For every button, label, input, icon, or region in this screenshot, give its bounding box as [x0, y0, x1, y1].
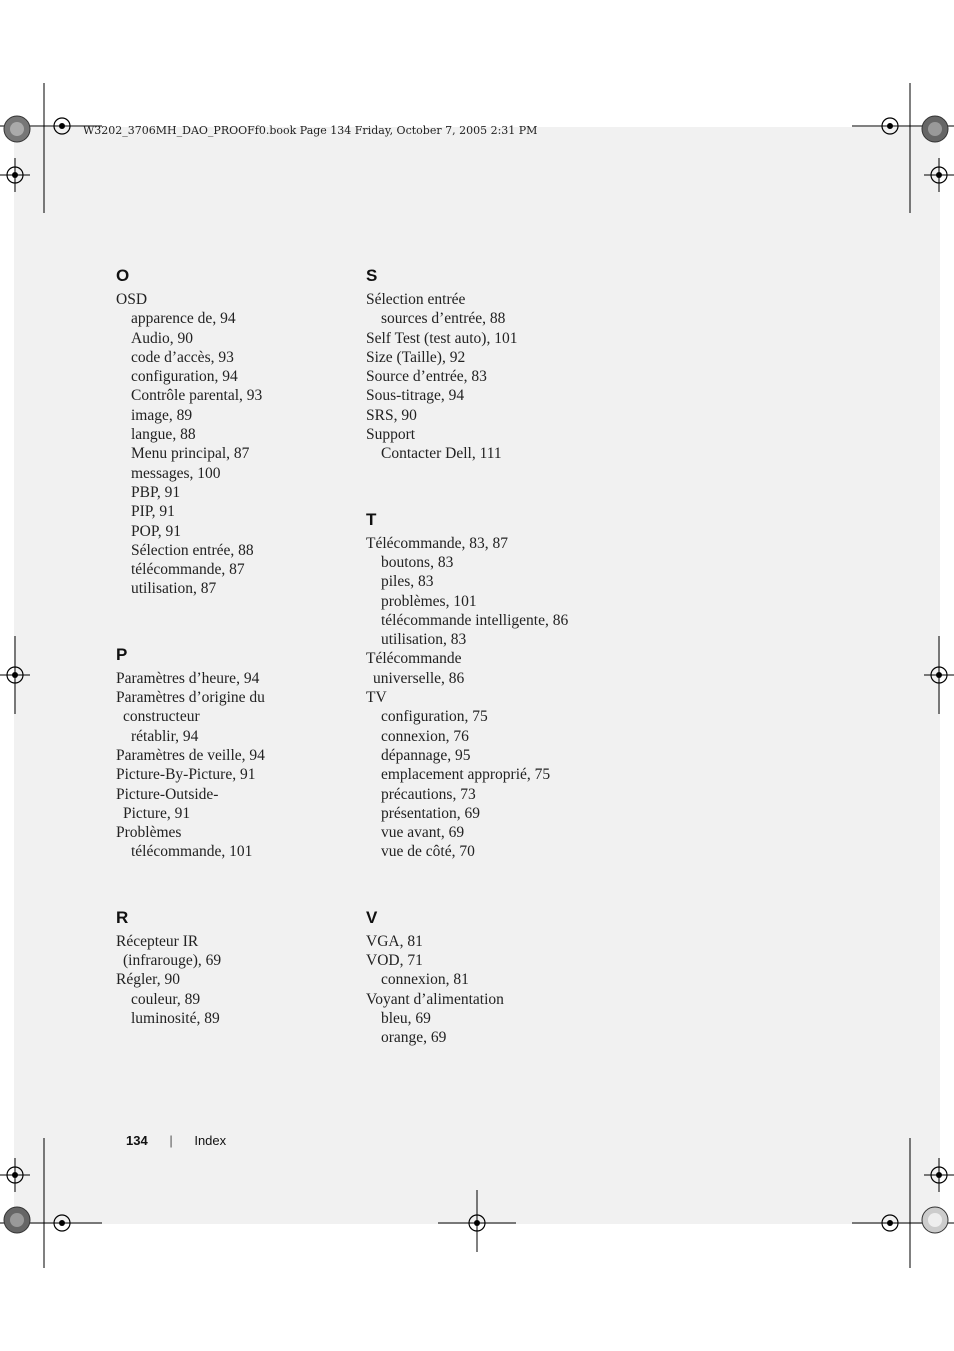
index-entry: OSD — [116, 291, 148, 308]
index-subentry: connexion, 81 — [381, 971, 469, 989]
section-letter: V — [366, 907, 378, 927]
index-entry: VOD, 71 — [366, 952, 423, 970]
index-entry: Paramètres de veille, 94 — [116, 746, 265, 764]
index-subentry: code d’accès, 93 — [131, 348, 234, 366]
index-subentry: présentation, 69 — [381, 804, 481, 822]
page-number: 134 — [126, 1133, 148, 1148]
index-subentry: télécommande intelligente, 86 — [381, 611, 569, 629]
index-column-left — [116, 264, 356, 1028]
index-entry: Sélection entrée — [366, 291, 466, 308]
index-subentry: messages, 100 — [131, 464, 221, 482]
index-entry: Voyant d’alimentation — [366, 990, 504, 1008]
print-header: W3202_3706MH_DAO_PROOFf0.book Page 134 Friday, October 7, 2005 2:31 PM — [83, 124, 538, 137]
index-entry: Self Test (test auto), 101 — [366, 329, 518, 347]
index-entry: universelle, 86 — [373, 669, 465, 687]
index-section — [366, 264, 646, 464]
index-entry: Picture-Outside- — [116, 785, 219, 803]
index-entry: TV — [366, 689, 387, 707]
index-entry: Picture-By-Picture, 91 — [116, 766, 256, 784]
index-subentry: vue avant, 69 — [381, 824, 465, 842]
index-subentry: apparence de, 94 — [131, 310, 236, 328]
index-section — [116, 906, 356, 1028]
index-entry: Récepteur IR — [116, 932, 199, 950]
index-entry: Paramètres d’heure, 94 — [116, 669, 260, 687]
page-footer — [126, 1133, 226, 1148]
index-subentry: luminosité, 89 — [131, 1009, 220, 1027]
index-subentry: configuration, 94 — [131, 368, 238, 386]
index-subentry: emplacement approprié, 75 — [381, 766, 551, 784]
section-letter: O — [116, 266, 130, 285]
index-subentry: langue, 88 — [131, 426, 196, 444]
index-entry: Size (Taille), 92 — [366, 348, 466, 366]
index-subentry: Sélection entrée, 88 — [131, 541, 254, 559]
index-entry: Picture, 91 — [123, 804, 191, 822]
index-subentry: boutons, 83 — [381, 553, 454, 571]
section-letter: R — [116, 907, 129, 927]
index-subentry: dépannage, 95 — [381, 746, 471, 764]
index-subentry: vue de côté, 70 — [381, 843, 475, 861]
index-subentry: rétablir, 94 — [131, 727, 199, 745]
index-subentry: télécommande, 87 — [131, 561, 245, 579]
index-section — [116, 264, 356, 599]
footer-separator: | — [169, 1133, 173, 1148]
index-subentry: Contrôle parental, 93 — [131, 387, 263, 405]
index-column-right — [366, 264, 646, 1048]
index-subentry: Menu principal, 87 — [131, 445, 250, 463]
index-entry: (infrarouge), 69 — [123, 952, 222, 970]
index-subentry: configuration, 75 — [381, 708, 488, 726]
index-section — [116, 643, 356, 862]
section-letter: T — [366, 509, 377, 529]
index-subentry: sources d’entrée, 88 — [381, 310, 506, 328]
index-subentry: bleu, 69 — [381, 1009, 431, 1027]
index-subentry: orange, 69 — [381, 1029, 447, 1047]
index-subentry: précautions, 73 — [381, 785, 476, 803]
index-subentry: problèmes, 101 — [381, 592, 477, 610]
index-entry: VGA, 81 — [366, 932, 423, 950]
index-subentry: POP, 91 — [131, 522, 181, 540]
index-subentry: image, 89 — [131, 406, 193, 424]
index-section — [366, 906, 646, 1048]
section-letter: P — [116, 644, 128, 664]
index-entry: constructeur — [123, 708, 200, 726]
index-entry: Support — [366, 426, 416, 444]
index-subentry: utilisation, 87 — [131, 580, 217, 598]
index-subentry: PBP, 91 — [131, 483, 181, 501]
index-entry: Paramètres d’origine du — [116, 689, 265, 707]
index-entry: Sous-titrage, 94 — [366, 387, 465, 405]
index-subentry: Audio, 90 — [131, 329, 193, 347]
index-entry: Télécommande — [366, 650, 462, 668]
section-name: Index — [194, 1133, 227, 1148]
index-subentry: utilisation, 83 — [381, 631, 467, 649]
index-subentry: piles, 83 — [381, 573, 434, 591]
index-subentry: télécommande, 101 — [131, 843, 253, 861]
index-entry: SRS, 90 — [366, 406, 417, 424]
index-subentry: PIP, 91 — [131, 503, 175, 521]
index-subentry: connexion, 76 — [381, 727, 469, 745]
index-subentry: Contacter Dell, 111 — [381, 445, 502, 463]
index-entry: Problèmes — [116, 824, 182, 842]
section-letter: S — [366, 266, 378, 285]
index-entry: Télécommande, 83, 87 — [366, 534, 509, 552]
index-entry: Source d’entrée, 83 — [366, 368, 487, 386]
index-entry: Régler, 90 — [116, 971, 180, 989]
index-section — [366, 508, 646, 862]
index-subentry: couleur, 89 — [131, 990, 201, 1008]
